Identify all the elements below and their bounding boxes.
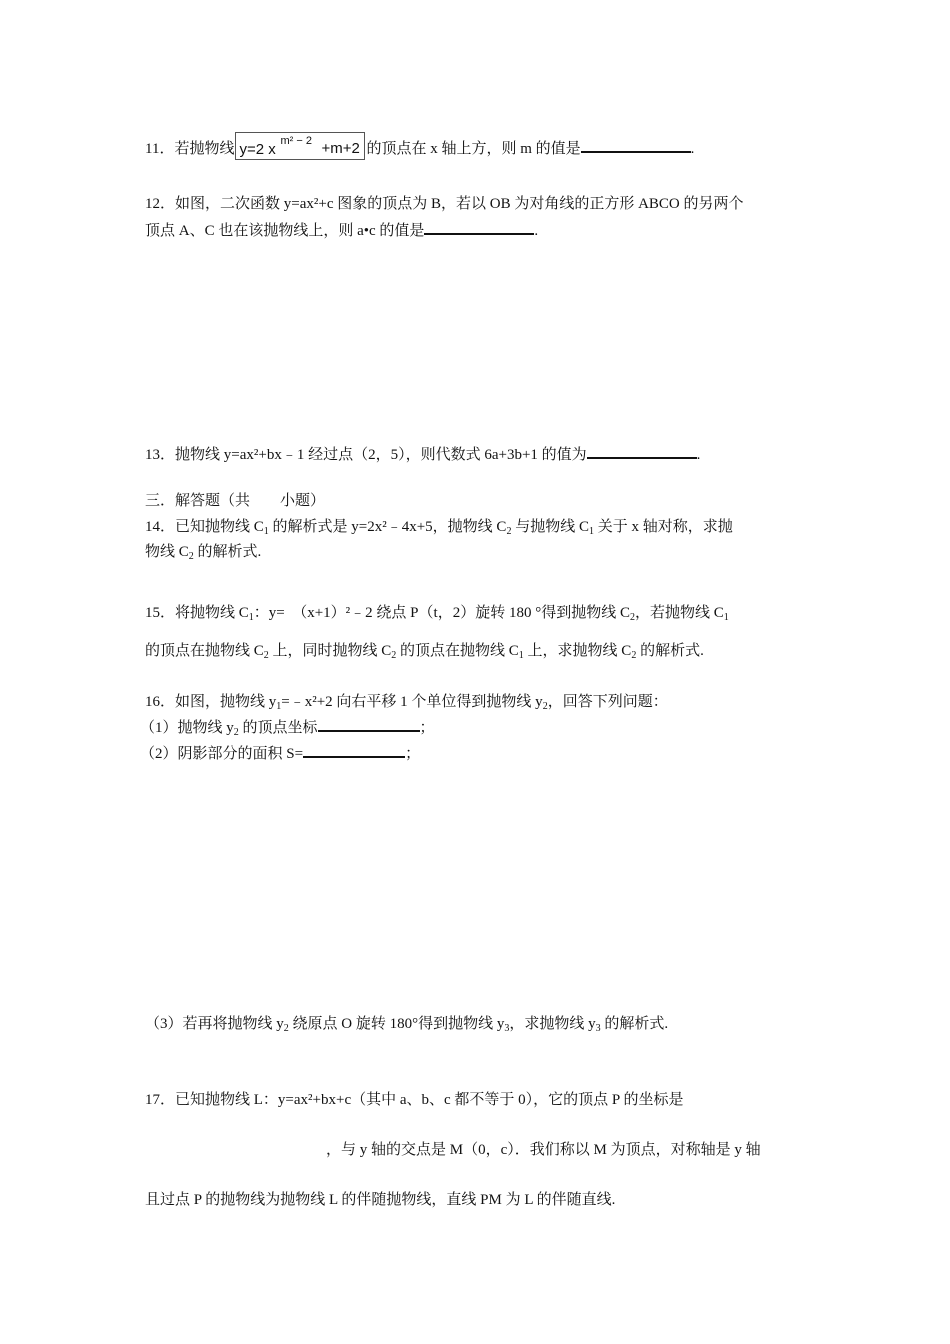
question-16-line-1 [145,692,668,717]
question-16-part-3 [145,1014,668,1039]
q16-p2-end: ； [405,746,421,762]
q11-formula-exp: m² − 2 [280,135,312,147]
q14-l2-b: 的解析式. [193,544,262,560]
q15-l2-a: 的顶点在抛物线 C [145,643,264,659]
question-14-line-1 [145,517,733,542]
q16-l1-b: =﹣x²+2 向右平移 1 个单位得到抛物线 y [281,694,543,710]
q16-p3-c: ，求抛物线 y [509,1016,596,1032]
q14-l1-sub3: 1 [588,526,594,537]
q16-p3-b: 绕原点 O 旋转 180°得到抛物线 y [288,1016,505,1032]
q15-l2-c: 的顶点在抛物线 C [396,643,519,659]
q13-end: . [696,447,701,463]
q15-l1-sub3: 1 [723,612,729,623]
q16-p2-a: （2）阴影部分的面积 S= [140,746,304,762]
question-14-line-2 [145,542,261,567]
q16-part2-answer-blank[interactable] [303,742,405,758]
q14-l1-a: 14．已知抛物线 C [145,519,264,535]
q15-l2-e: 的解析式. [636,643,704,659]
question-16-part-2 [140,742,420,764]
q16-p3-d: 的解析式. [600,1016,669,1032]
q13-text: 13．抛物线 y=ax²+bx﹣1 经过点（2，5），则代数式 6a+3b+1 的值为 [145,447,587,463]
question-15-line-1 [145,603,729,628]
q11-formula-tail: +m+2 [321,140,360,157]
q14-l2-a: 物线 C [145,544,189,560]
q16-p1-a: （1）抛物线 y [140,720,234,736]
q11-formula-image [235,132,365,160]
question-12-line-1: 12．如图，二次函数 y=ax²+c 图象的顶点为 B，若以 OB 为对角线的正方形 ABCO 的另两个 [145,196,744,212]
q16-p1-end: ； [419,720,435,736]
q16-l1-a: 16．如图，抛物线 y [145,694,277,710]
q11-end: . [690,141,695,157]
q15-l2-b: 上，同时抛物线 C [268,643,392,659]
q15-l1-b: ：y= （x+1）²﹣2 绕点 P（t，2）旋转 180 °得到抛物线 C [253,605,630,621]
q11-formula-main: y=2 x [239,141,276,158]
q12-line2-text: 顶点 A、C 也在该抛物线上，则 a•c 的值是 [145,223,425,239]
q15-l2-sub4: 2 [631,650,637,661]
q16-p3-a: （3）若再将抛物线 y [145,1016,284,1032]
q14-l1-b: 的解析式是 y=2x²﹣4x+5，抛物线 C [268,519,507,535]
q11-suffix: 的顶点在 x 轴上方，则 m 的值是 [366,141,581,157]
q14-l1-sub2: 2 [506,526,512,537]
q12-end: . [534,223,539,239]
q16-p3-sub2: 3 [504,1023,510,1034]
q15-l1-sub2: 2 [629,612,635,623]
q14-l1-d: 关于 x 轴对称，求抛 [593,519,733,535]
q12-answer-blank[interactable] [424,219,534,235]
question-17-line-1: 17．已知抛物线 L：y=ax²+bx+c（其中 a、b、c 都不等于 0），它的顶点 P 的坐标是 [145,1092,684,1108]
q13-answer-blank[interactable] [587,443,697,459]
q15-l2-sub3: 1 [518,650,524,661]
q16-p1-b: 的顶点坐标 [238,720,318,736]
q16-l1-sub2: 2 [542,701,548,712]
q16-part1-answer-blank[interactable] [318,716,420,732]
question-12-line-2 [145,219,538,241]
q15-l1-c: ，若抛物线 C [634,605,724,621]
question-13 [145,443,700,465]
section-3-heading: 三．解答题（共 小题） [145,493,326,509]
question-11 [145,132,694,160]
question-17-line-2: ，与 y 轴的交点是 M（0，c）．我们称以 M 为顶点，对称轴是 y 轴 [326,1142,761,1158]
q15-l2-sub1: 2 [263,650,269,661]
q16-l1-c: ，回答下列问题： [547,694,668,710]
q14-l1-sub1: 1 [263,526,269,537]
q16-p3-sub3: 3 [595,1023,601,1034]
q14-l1-c: 与抛物线 C [511,519,589,535]
q15-l2-d: 上，求抛物线 C [523,643,632,659]
q14-l2-sub: 2 [188,551,194,562]
question-16-part-1 [140,716,435,743]
q11-prefix: 11．若抛物线 [145,141,235,157]
q16-p3-sub1: 2 [283,1023,289,1034]
q11-answer-blank[interactable] [581,137,691,153]
q15-l2-sub2: 2 [391,650,397,661]
q16-l1-sub1: 1 [276,701,282,712]
q15-l1-a: 15．将抛物线 C [145,605,249,621]
question-17-line-3: 且过点 P 的抛物线为抛物线 L 的伴随抛物线，直线 PM 为 L 的伴随直线. [145,1192,616,1208]
q16-p1-sub: 2 [233,727,239,738]
q15-l1-sub1: 1 [248,612,254,623]
question-15-line-2 [145,641,704,666]
